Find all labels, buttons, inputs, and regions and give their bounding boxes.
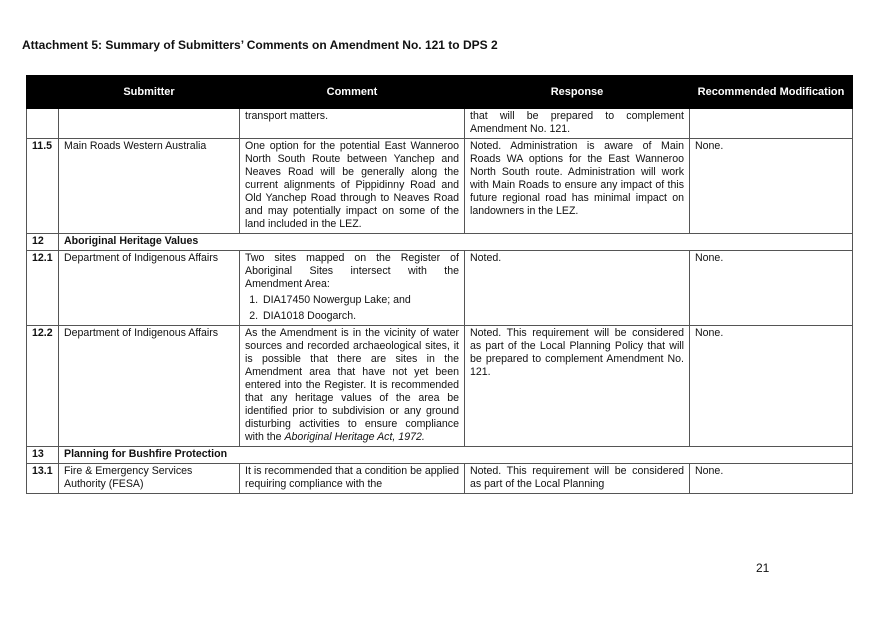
row-submitter: Main Roads Western Australia — [59, 139, 240, 234]
section-num: 12 — [27, 234, 59, 251]
row-comment: One option for the potential East Wanneroo North South Route between Yanchep and Neaves Road will be generally along the current alignments of Pippidinny Road and Old Yanchep Road through to Neaves Road and may potentially impact on some of the land included in the LEZ. — [240, 139, 465, 234]
page-number: 21 — [756, 561, 770, 575]
row-modification: None. — [690, 326, 853, 447]
list-item: 1. DIA17450 Nowergup Lake; and — [261, 294, 459, 307]
table-header-row — [27, 76, 853, 109]
row-comment — [240, 251, 465, 326]
header-response: Response — [465, 76, 690, 109]
row-num: 11.5 — [27, 139, 59, 234]
row-submitter: Department of Indigenous Affairs — [59, 326, 240, 447]
table-row-12-2 — [27, 326, 853, 447]
section-row-12 — [27, 234, 853, 251]
row-response: Noted. Administration is aware of Main Roads WA options for the East Wanneroo North South route. Administration will work with Main Roads to ensure any impact of this future regional road has minimal impact on landowners in the LEZ. — [465, 139, 690, 234]
row-modification — [690, 109, 853, 139]
comment-intro: Two sites mapped on the Register of Aboriginal Sites intersect with the Amendment Area: — [245, 252, 459, 290]
row-comment — [240, 326, 465, 447]
row-response: Noted. This requirement will be considered as part of the Local Planning Policy that will be prepared to complement Amendment No. 121. — [465, 326, 690, 447]
row-response: that will be prepared to complement Amendment No. 121. — [465, 109, 690, 139]
header-submitter: Submitter — [59, 76, 240, 109]
row-response: Noted. This requirement will be considered as part of the Local Planning — [465, 464, 690, 494]
row-comment: transport matters. — [240, 109, 465, 139]
row-response: Noted. — [465, 251, 690, 326]
row-modification: None. — [690, 139, 853, 234]
table-row-continued — [27, 109, 853, 139]
list-item: 2. DIA1018 Doogarch. — [261, 310, 459, 323]
header-num — [27, 76, 59, 109]
row-submitter: Department of Indigenous Affairs — [59, 251, 240, 326]
section-label: Planning for Bushfire Protection — [59, 447, 853, 464]
table-row-12-1 — [27, 251, 853, 326]
section-num: 13 — [27, 447, 59, 464]
row-num — [27, 109, 59, 139]
row-modification: None. — [690, 251, 853, 326]
section-label: Aboriginal Heritage Values — [59, 234, 853, 251]
row-num: 12.1 — [27, 251, 59, 326]
row-num: 12.2 — [27, 326, 59, 447]
table-row-11-5 — [27, 139, 853, 234]
row-num: 13.1 — [27, 464, 59, 494]
header-modification: Recommended Modification — [690, 76, 853, 109]
act-name: Aboriginal Heritage Act, 1972. — [284, 431, 425, 443]
row-comment: It is recommended that a condition be applied requiring compliance with the — [240, 464, 465, 494]
row-submitter — [59, 109, 240, 139]
row-submitter: Fire & Emergency Services Authority (FESA) — [59, 464, 240, 494]
row-modification: None. — [690, 464, 853, 494]
table-row-13-1 — [27, 464, 853, 494]
submissions-table — [26, 75, 853, 494]
sites-list — [245, 294, 459, 323]
section-row-13 — [27, 447, 853, 464]
document-title: Attachment 5: Summary of Submitters’ Comments on Amendment No. 121 to DPS 2 — [22, 38, 498, 52]
comment-text: As the Amendment is in the vicinity of water sources and recorded archaeological sites, it is possible that there are sites in the Amendment area that have not yet been entered into the Register. It is recommended that any heritage values of the area be identified prior to subdivision or any ground disturbing activities to ensure compliance with the — [245, 327, 459, 443]
header-comment: Comment — [240, 76, 465, 109]
